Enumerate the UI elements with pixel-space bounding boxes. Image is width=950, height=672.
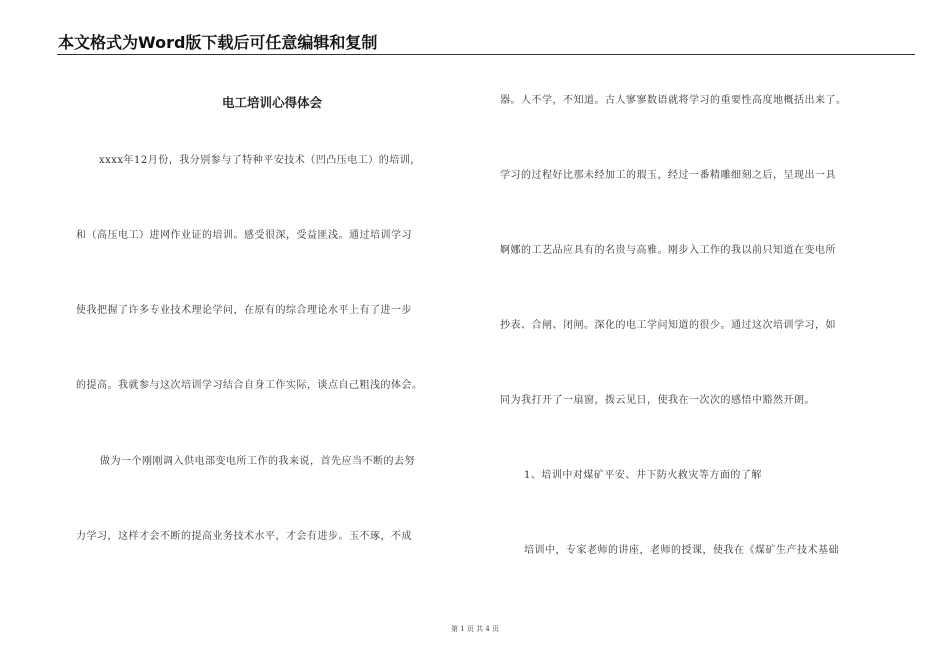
paragraph-line: 使我把握了许多专业技术理论学问，在原有的综合理论水平上有了进一步: [76, 305, 412, 316]
paragraph-line: 器。人不学，不知道。古人寥寥数语就将学习的重要性高度地概括出来了。: [500, 95, 847, 106]
document-title: 电工培训心得体会: [221, 95, 322, 110]
section-heading: 1、培训中对煤矿平安、井下防火救灾等方面的了解: [524, 470, 762, 481]
paragraph-line: xxxx年12月份，我分别参与了特种平安技术（凹凸压电工）的培训，: [99, 155, 421, 166]
paragraph-line: 的提高。我就参与这次培训学习结合自身工作实际，谈点自己粗浅的体会。: [76, 380, 423, 391]
paragraph-line: 做为一个刚刚调入供电部变电所工作的我来说，首先应当不断的去努: [100, 456, 415, 467]
paragraph-line: 学习的过程好比那未经加工的瑕玉，经过一番精雕细刻之后，呈现出一具: [500, 170, 836, 181]
paragraph-line: 抄表、合闸、闭闸。深化的电工学问知道的很少。通过这次培训学习，如: [500, 320, 836, 331]
page-number: 第 1 页 共 4 页: [450, 625, 500, 633]
paragraph-line: 婀娜的工艺品应具有的名贵与高雅。刚步入工作的我以前只知道在变电所: [500, 245, 836, 256]
paragraph-line: 培训中，专家老师的讲座，老师的授课，使我在《煤矿生产技术基础: [524, 545, 839, 556]
right-text-column: [500, 0, 905, 630]
paragraph-line: 同为我打开了一扇窗，拨云见日，使我在一次次的感悟中豁然开朗。: [500, 395, 815, 406]
document-banner: 本文格式为Word版下载后可任意编辑和复制: [58, 33, 378, 52]
left-text-column: [76, 0, 468, 630]
paragraph-line: 和（高压电工）进网作业证的培训。感受很深，受益匪浅。通过培训学习: [76, 230, 412, 241]
paragraph-line: 力学习，这样才会不断的提高业务技术水平，才会有进步。玉不琢，不成: [76, 531, 412, 542]
